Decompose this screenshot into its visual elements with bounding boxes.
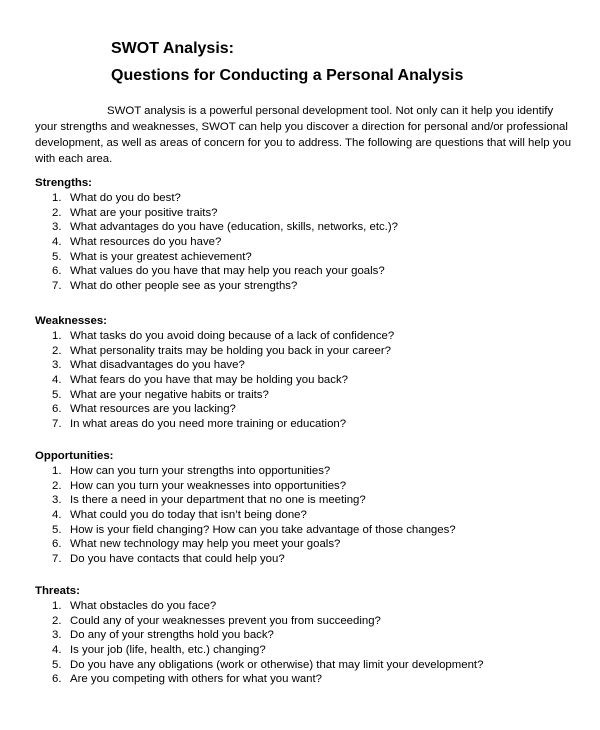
item-text: What resources are you lacking? — [70, 403, 236, 416]
item-number: 4. — [52, 644, 62, 657]
item-text: Is your job (life, health, etc.) changing? — [70, 644, 266, 657]
list-item — [35, 417, 575, 432]
item-text: What tasks do you avoid doing because of a lack of confidence? — [70, 330, 395, 342]
list-item — [35, 614, 575, 629]
section-threats — [35, 584, 575, 687]
item-number: 1. — [52, 192, 62, 204]
item-number: 2. — [52, 479, 62, 492]
item-number: 3. — [52, 221, 62, 234]
list-item — [35, 264, 575, 279]
item-text: What do you do best? — [70, 192, 181, 204]
item-number: 3. — [52, 359, 62, 372]
list-item — [35, 658, 575, 673]
list-item — [35, 329, 575, 344]
item-text: What values do you have that may help you reach your goals? — [70, 265, 385, 278]
item-text: What new technology may help you meet your goals? — [70, 538, 341, 551]
item-text: Could any of your weaknesses prevent you from succeeding? — [70, 614, 381, 627]
item-number: 6. — [52, 538, 62, 551]
item-text: Do you have any obligations (work or otherwise) that may limit your development? — [70, 658, 484, 671]
intro-paragraph: SWOT analysis is a powerful personal development tool. Not only can it help you identify your strengths and weaknesses, SWOT can help you discover a direction for personal and/or professional development, as well as areas of concern for you to address. The following are questions that will help you with each area. — [35, 105, 572, 165]
item-number: 6. — [52, 403, 62, 416]
list-item — [35, 537, 575, 552]
list-item — [35, 220, 575, 235]
item-text: What disadvantages do you have? — [70, 359, 245, 372]
item-number: 2. — [52, 614, 62, 627]
section-heading: Weaknesses: — [35, 315, 107, 327]
list-item — [35, 552, 575, 567]
item-text: How is your field changing? How can you take advantage of those changes? — [70, 523, 456, 536]
item-text: What fears do you have that may be holding you back? — [70, 374, 348, 387]
item-number: 7. — [52, 280, 62, 293]
list-item — [35, 479, 575, 494]
item-text: Do any of your strengths hold you back? — [70, 629, 274, 642]
item-number: 7. — [52, 418, 62, 431]
list-item — [35, 250, 575, 265]
title-block — [111, 35, 463, 89]
item-number: 5. — [52, 658, 62, 671]
item-text: What obstacles do you face? — [70, 600, 217, 612]
item-number: 4. — [52, 374, 62, 387]
list-item — [35, 344, 575, 359]
item-number: 1. — [52, 465, 62, 477]
item-text: Do you have contacts that could help you? — [70, 553, 285, 566]
section-heading: Strengths: — [35, 177, 92, 189]
section-opportunities — [35, 449, 575, 567]
item-number: 7. — [52, 553, 62, 566]
list-item — [35, 402, 575, 417]
item-text: What advantages do you have (education, skills, networks, etc.)? — [70, 221, 398, 234]
item-number: 5. — [52, 388, 62, 401]
item-number: 2. — [52, 344, 62, 357]
list-item — [35, 628, 575, 643]
item-text: Is there a need in your department that no one is meeting? — [70, 494, 366, 507]
list-item — [35, 523, 575, 538]
list-item — [35, 508, 575, 523]
document-title: SWOT Analysis: — [111, 40, 234, 57]
list-item — [35, 191, 575, 206]
list-item — [35, 358, 575, 373]
item-number: 3. — [52, 629, 62, 642]
item-text: What are your negative habits or traits? — [70, 388, 269, 401]
section-strengths — [35, 176, 575, 294]
question-list — [35, 191, 575, 294]
item-number: 3. — [52, 494, 62, 507]
item-text: In what areas do you need more training or education? — [70, 418, 347, 431]
question-list — [35, 329, 575, 432]
item-number: 1. — [52, 600, 62, 612]
item-text: What do other people see as your strengths? — [70, 280, 298, 293]
question-list — [35, 599, 575, 687]
question-list — [35, 464, 575, 567]
list-item — [35, 279, 575, 294]
item-number: 6. — [52, 673, 62, 686]
document-subtitle: Questions for Conducting a Personal Analysis — [111, 67, 464, 84]
item-number: 5. — [52, 250, 62, 263]
item-text: How can you turn your strengths into opportunities? — [70, 465, 331, 477]
item-number: 5. — [52, 523, 62, 536]
item-number: 2. — [52, 206, 62, 219]
item-text: What are your positive traits? — [70, 206, 218, 219]
section-weaknesses — [35, 314, 575, 432]
list-item — [35, 493, 575, 508]
list-item — [35, 373, 575, 388]
item-number: 4. — [52, 509, 62, 522]
list-item — [35, 599, 575, 614]
item-text: What resources do you have? — [70, 236, 222, 249]
item-number: 6. — [52, 265, 62, 278]
list-item — [35, 643, 575, 658]
item-text: Are you competing with others for what you want? — [70, 673, 322, 686]
section-heading: Threats: — [35, 585, 80, 597]
item-number: 4. — [52, 236, 62, 249]
item-number: 1. — [52, 330, 62, 342]
item-text: What is your greatest achievement? — [70, 250, 252, 263]
item-text: What personality traits may be holding you back in your career? — [70, 344, 391, 357]
list-item — [35, 235, 575, 250]
list-item — [35, 464, 575, 479]
item-text: What could you do today that isn’t being done? — [70, 509, 307, 522]
item-text: How can you turn your weaknesses into opportunities? — [70, 479, 347, 492]
list-item — [35, 206, 575, 221]
list-item — [35, 672, 575, 687]
list-item — [35, 388, 575, 403]
section-heading: Opportunities: — [35, 450, 114, 462]
